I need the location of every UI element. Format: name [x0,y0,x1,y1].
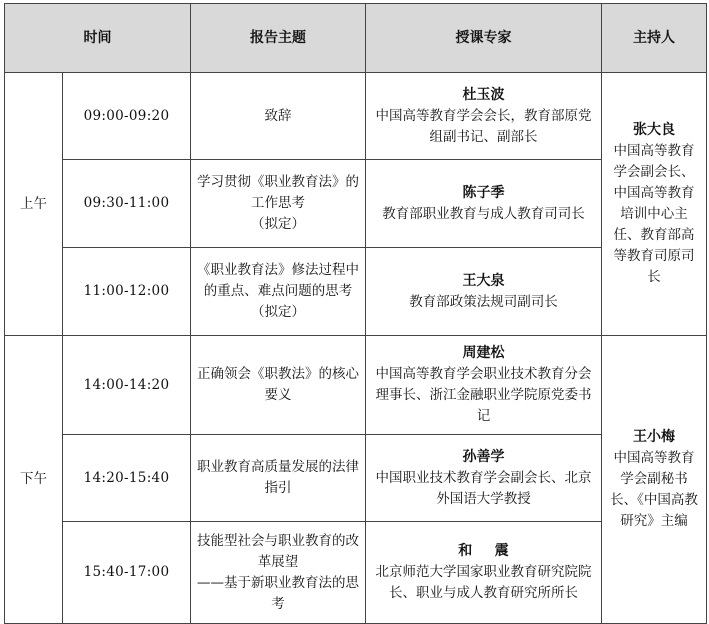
expert-cell [366,336,602,435]
header-row [5,4,707,73]
topic-cell: 正确领会《职教法》的核心要义 [191,336,366,435]
table-row [5,248,707,336]
host-name: 张大良 [633,122,675,138]
time-cell: 14:00-14:20 [63,336,191,435]
expert-cell [366,522,602,624]
expert-name: 和震 [458,543,532,559]
header-host: 主持人 [602,4,707,73]
schedule-table [4,3,707,624]
expert-name: 王大泉 [462,272,505,289]
table-row [5,522,707,624]
topic-cell: 职业教育高质量发展的法律指引 [191,435,366,522]
host-cell-morning [602,73,707,336]
host-title: 中国高等教育学会副秘书长、《中国高教研究》主编 [610,450,698,529]
host-cell-afternoon [602,336,707,624]
table-row [5,336,707,435]
expert-cell [366,248,602,336]
expert-name: 周建松 [462,345,505,361]
time-cell: 09:00-09:20 [63,73,191,160]
expert-title: 中国职业技术教育学会副会长、北京外国语大学教授 [375,469,592,507]
expert-title: 北京师范大学国家职业教育研究院院长、职业与成人教育研究所所长 [375,564,592,601]
expert-title: 教育部职业教育与成人教育司司长 [382,205,585,222]
expert-cell [366,435,602,522]
expert-title: 中国高等教育学会职业技术教育分会理事长、浙江金融职业学院原党委书记 [375,366,592,424]
time-cell: 09:30-11:00 [63,160,191,248]
time-cell: 15:40-17:00 [63,522,191,624]
topic-cell: 学习贯彻《职业教育法》的工作思考 （拟定） [191,160,366,248]
table-row [5,73,707,160]
expert-name: 杜玉波 [462,86,505,103]
expert-name: 孙善学 [462,448,505,465]
host-title: 中国高等教育学会副会长、中国高等教育培训中心主任、教育部高等教育司原司长 [613,143,695,285]
topic-cell: 《职业教育法》修法过程中的重点、难点问题的思考（拟定） [191,248,366,336]
header-topic: 报告主题 [191,4,366,73]
table-row [5,160,707,248]
host-name: 王小梅 [633,429,675,445]
expert-name: 陈子季 [462,184,505,201]
session-label-morning: 上午 [5,73,63,336]
topic-cell: 技能型社会与职业教育的改革展望 ——基于新职业教育法的思考 [191,522,366,624]
expert-title: 中国高等教育学会会长，教育部原党组副书记、副部长 [375,107,592,145]
table-row [5,435,707,522]
expert-cell [366,73,602,160]
expert-title: 教育部政策法规司副司长 [409,293,558,310]
time-cell: 11:00-12:00 [63,248,191,336]
expert-cell [366,160,602,248]
topic-cell: 致辞 [191,73,366,160]
header-expert: 授课专家 [366,4,602,73]
time-cell: 14:20-15:40 [63,435,191,522]
header-time: 时间 [5,4,191,73]
session-label-afternoon: 下午 [5,336,63,624]
